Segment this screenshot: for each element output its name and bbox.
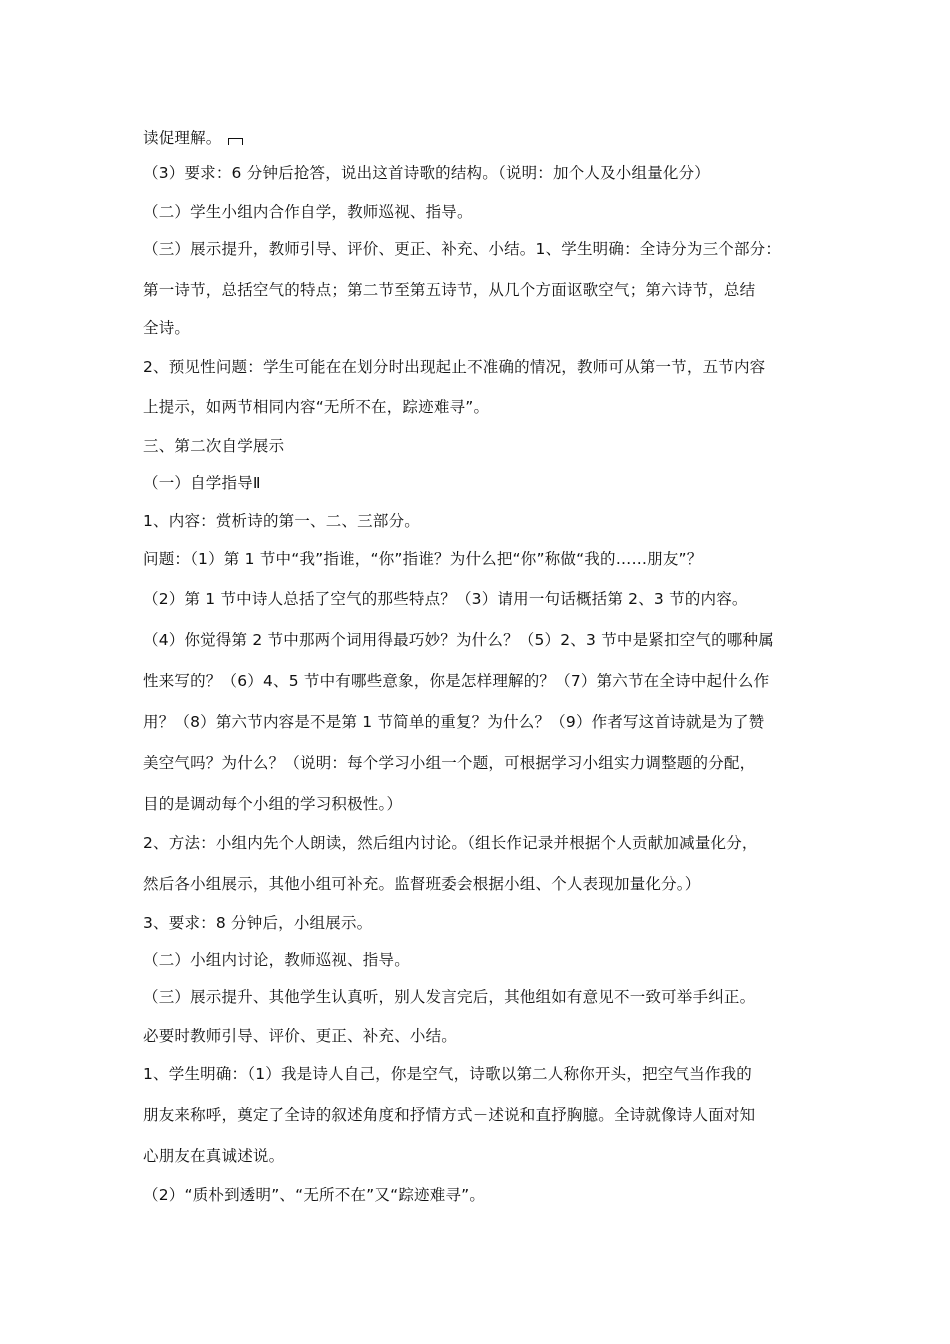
- text-line: 2、预见性问题：学生可能在在划分时出现起止不准确的情况，教师可从第一节，五节内容: [143, 358, 766, 376]
- text-line: 美空气吗？为什么？（说明：每个学习小组一个题，可根据学习小组实力调整题的分配，: [143, 754, 756, 772]
- section-heading: 三、第二次自学展示: [143, 437, 285, 455]
- text-line: （4）你觉得第 2 节中那两个词用得最巧妙？为什么？（5）2、3 节中是紧扣空气的哪种属: [143, 631, 774, 649]
- text-line: 问题：（1）第 1 节中“我”指谁，“你”指谁？为什么把“你”称做“我的……朋友”？: [143, 550, 703, 568]
- text-line: 朋友来称呼，奠定了全诗的叙述角度和抒情方式－述说和直抒胸臆。全诗就像诗人面对知: [143, 1106, 756, 1124]
- text-line: 读促理解。: [143, 128, 823, 148]
- text-line: （二）学生小组内合作自学，教师巡视、指导。: [143, 203, 473, 221]
- text-line: 上提示，如两节相同内容“无所不在，踪迹难寻”。: [143, 398, 490, 416]
- text-line: 2、方法：小组内先个人朗读，然后组内讨论。（组长作记录并根据个人贡献加减量化分，: [143, 834, 758, 852]
- text-line: （一）自学指导Ⅱ: [143, 474, 261, 492]
- text-line: （3）要求：6 分钟后抢答，说出这首诗歌的结构。（说明：加个人及小组量化分）: [143, 164, 711, 182]
- text-line: （二）小组内讨论，教师巡视、指导。: [143, 951, 410, 969]
- text-line: 3、要求：8 分钟后，小组展示。: [143, 914, 373, 932]
- text-line: 必要时教师引导、评价、更正、补充、小结。: [143, 1027, 458, 1045]
- text-line: （2）“质朴到透明”、“无所不在”又“踪迹难寻”。: [143, 1186, 486, 1204]
- text-line: 用？（8）第六节内容是不是第 1 节简单的重复？为什么？（9）作者写这首诗就是为了赞: [143, 713, 765, 731]
- text-line: 目的是调动每个小组的学习积极性。）: [143, 795, 403, 813]
- text-line: 心朋友在真诚述说。: [143, 1147, 285, 1165]
- text-line: 然后各小组展示，其他小组可补充。监督班委会根据小组、个人表现加量化分。）: [143, 875, 701, 893]
- text-line: 第一诗节，总括空气的特点；第二节至第五诗节，从几个方面讴歌空气；第六诗节，总结: [143, 281, 756, 299]
- text-line: 全诗。: [143, 319, 191, 337]
- text-line: （三）展示提升、其他学生认真听，别人发言完后，其他组如有意见不一致可举手纠正。: [143, 988, 756, 1006]
- text-line: （三）展示提升，教师引导、评价、更正、补充、小结。1、学生明确：全诗分为三个部分：: [143, 240, 782, 258]
- text-line: 1、内容：赏析诗的第一、二、三部分。: [143, 512, 420, 530]
- text-line: 1、学生明确：（1）我是诗人自己，你是空气，诗歌以第二人称你开头，把空气当作我的: [143, 1065, 752, 1083]
- text-line: （2）第 1 节中诗人总括了空气的那些特点？（3）请用一句话概括第 2、3 节的内容。: [143, 590, 748, 608]
- text-line: 性来写的？（6）4、5 节中有哪些意象，你是怎样理解的？（7）第六节在全诗中起什么作: [143, 672, 770, 690]
- edit-mark-icon: [228, 138, 243, 145]
